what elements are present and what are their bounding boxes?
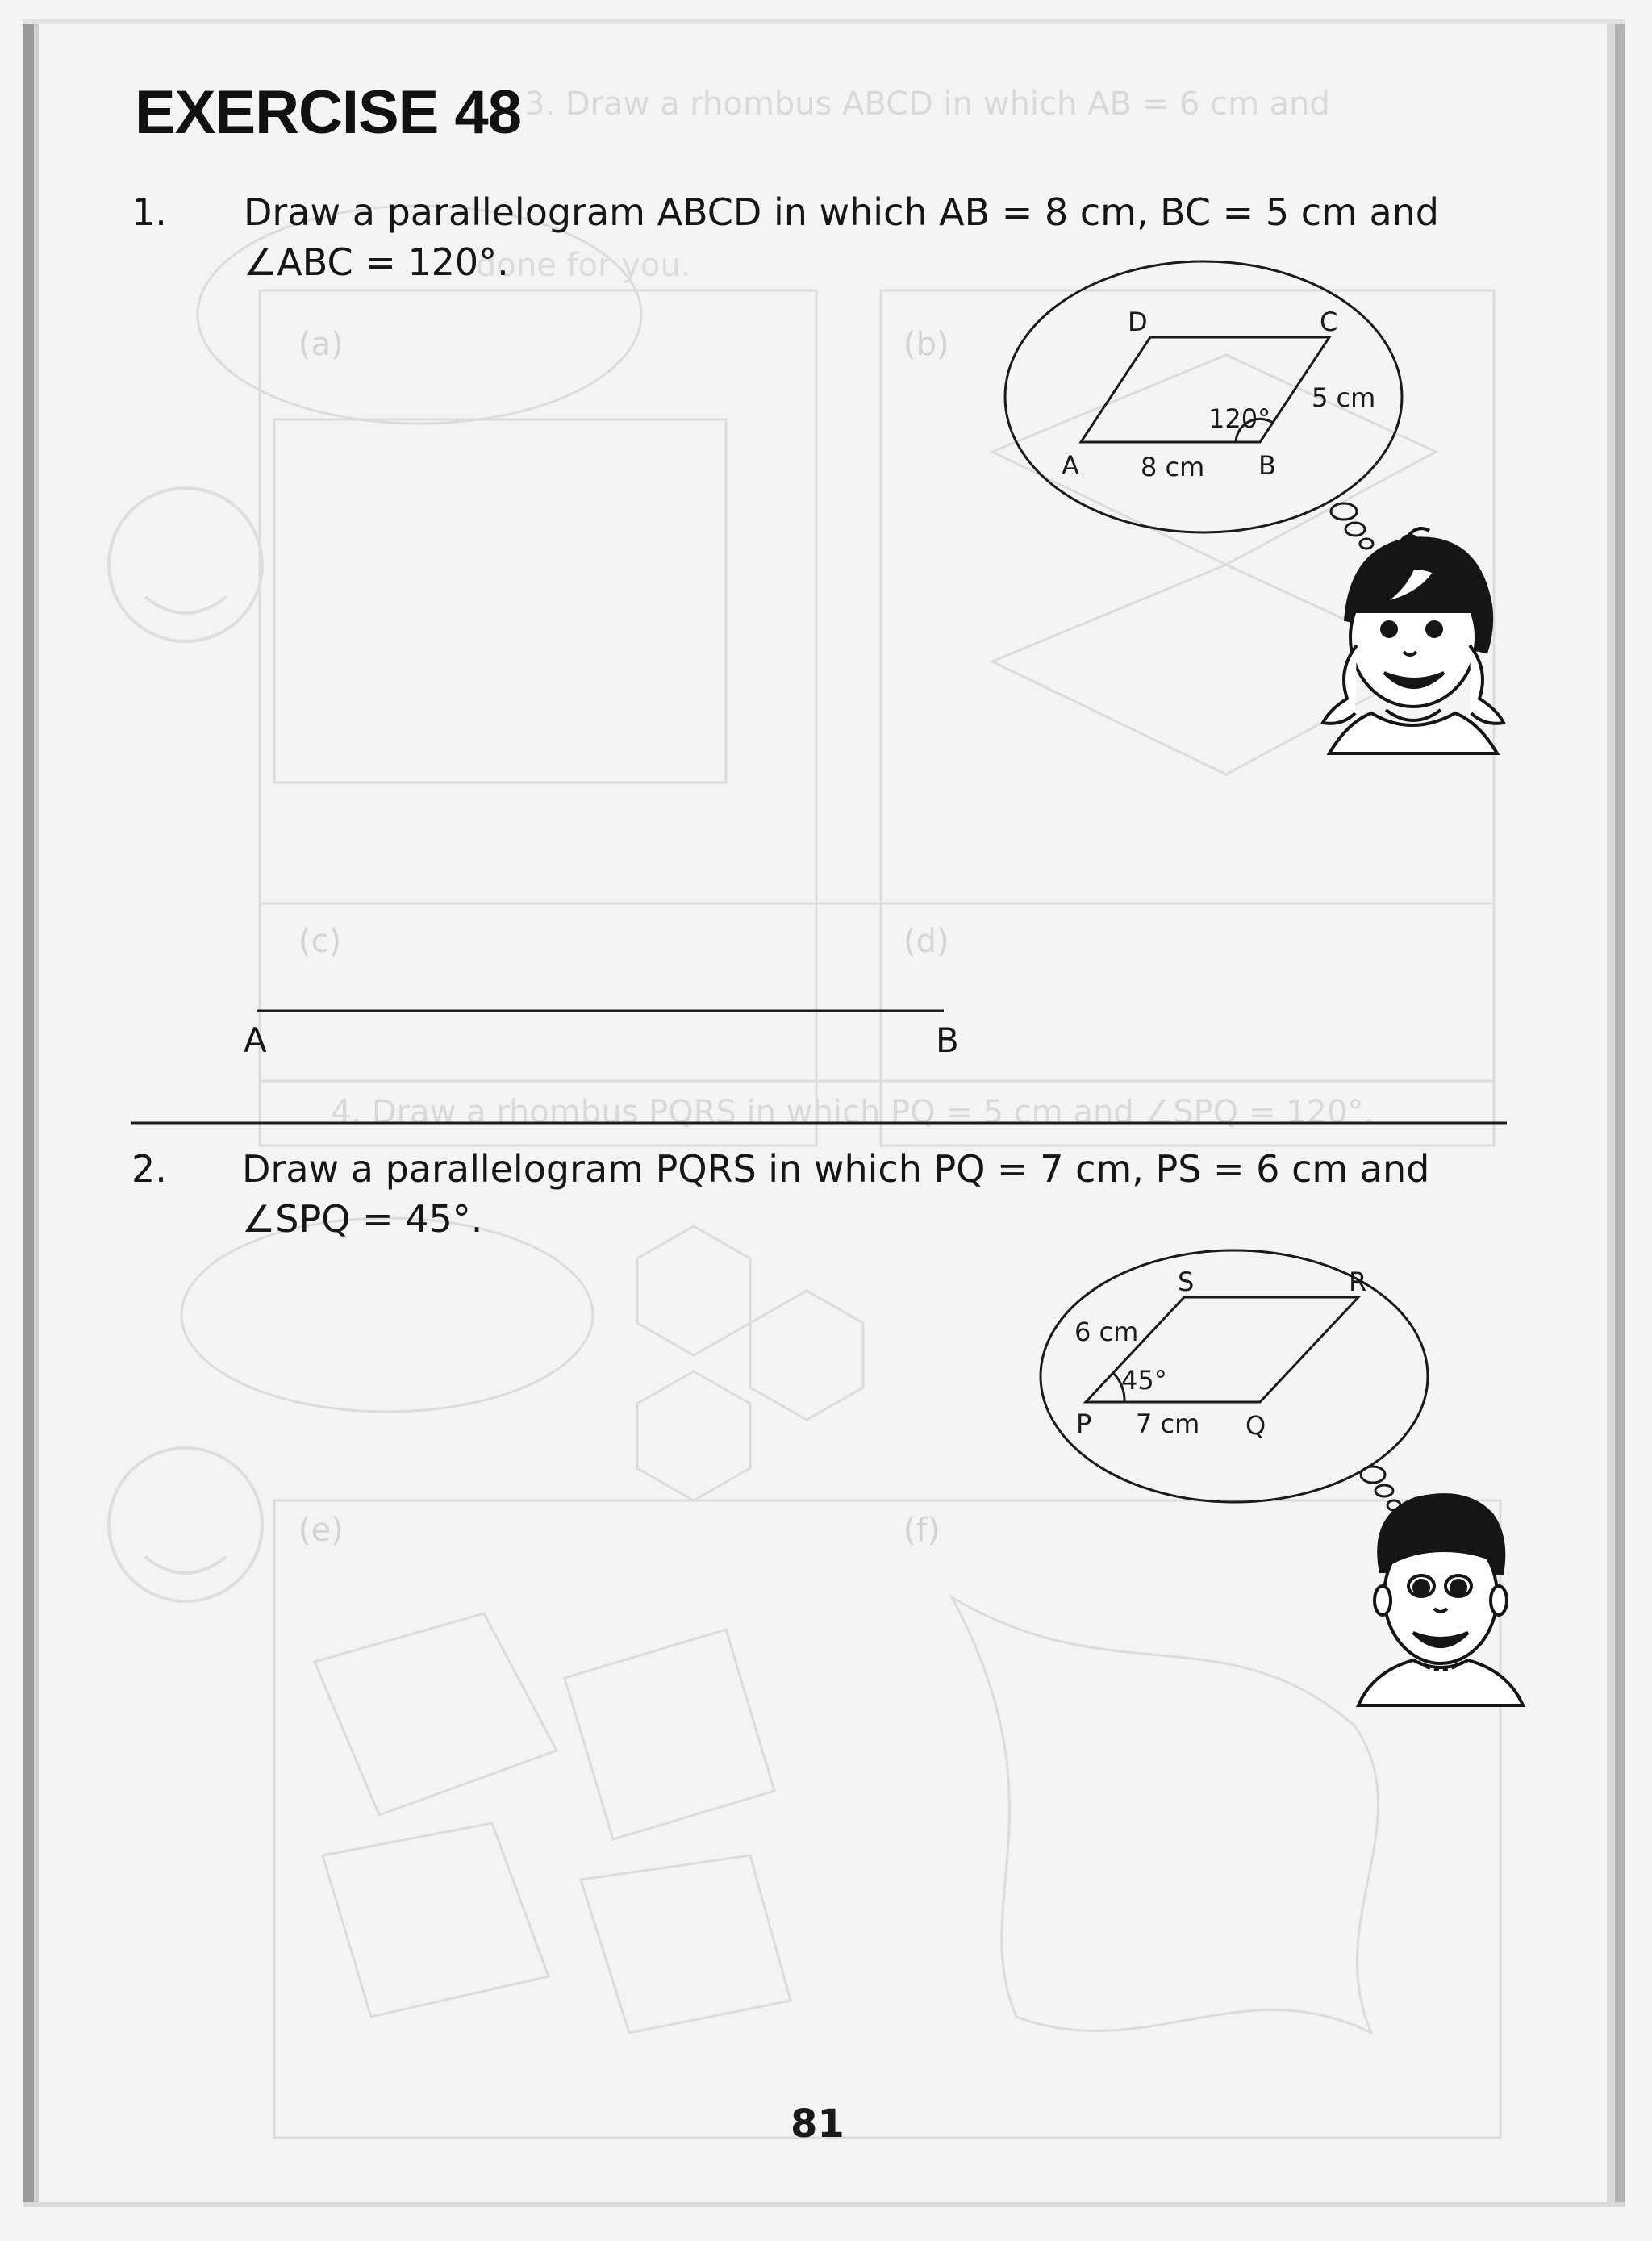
vertex-s: S	[1178, 1267, 1195, 1297]
vertex-a: A	[1062, 450, 1079, 481]
vertex-d: D	[1128, 307, 1148, 337]
vertex-q: Q	[1245, 1410, 1266, 1441]
vertex-r: R	[1349, 1267, 1367, 1297]
question-2-number: 2.	[131, 1147, 167, 1191]
side-pq-label: 7 cm	[1136, 1408, 1200, 1439]
side-bc-label: 5 cm	[1312, 382, 1376, 413]
question-1-number: 1.	[131, 190, 167, 234]
q1-baseline-end-label: B	[936, 1020, 959, 1060]
svg-text:4. Draw a rhombus PQRS in whi: 4. Draw a rhombus PQRS in which PQ = 5 cm and ∠SPQ = 120°.	[331, 1094, 1375, 1131]
vertex-p: P	[1076, 1408, 1092, 1439]
svg-text:(f): (f)	[903, 1512, 941, 1549]
vertex-b: B	[1258, 450, 1276, 481]
svg-text:3. Draw a rhombus ABCD in whi: 3. Draw a rhombus ABCD in which AB = 6 cm and	[524, 86, 1330, 123]
question-2-text-line1: Draw a parallelogram PQRS in which PQ = 7 cm, PS = 6 cm and	[242, 1147, 1430, 1191]
question-2-text-line2: ∠SPQ = 45°.	[242, 1197, 483, 1241]
side-ps-label: 6 cm	[1074, 1317, 1139, 1347]
angle-abc-label: 120°	[1208, 403, 1271, 434]
question-1-text-line2: ∠ABC = 120°.	[244, 240, 509, 284]
svg-text:(b): (b)	[903, 326, 949, 363]
angle-spq-label: 45°	[1121, 1365, 1167, 1396]
svg-text:(a): (a)	[298, 326, 344, 363]
vertex-c: C	[1320, 307, 1338, 337]
side-ab-label: 8 cm	[1141, 452, 1205, 482]
svg-text:(c): (c)	[298, 923, 342, 960]
svg-text:done for you.: done for you.	[476, 247, 691, 284]
svg-text:(d): (d)	[903, 923, 949, 960]
question-1-text-line1: Draw a parallelogram ABCD in which AB = 8 cm, BC = 5 cm and	[244, 190, 1439, 234]
exercise-title: EXERCISE 48	[135, 78, 521, 147]
q1-baseline-start-label: A	[244, 1020, 267, 1060]
svg-text:(e): (e)	[298, 1512, 344, 1549]
page-number: 81	[791, 2101, 845, 2147]
